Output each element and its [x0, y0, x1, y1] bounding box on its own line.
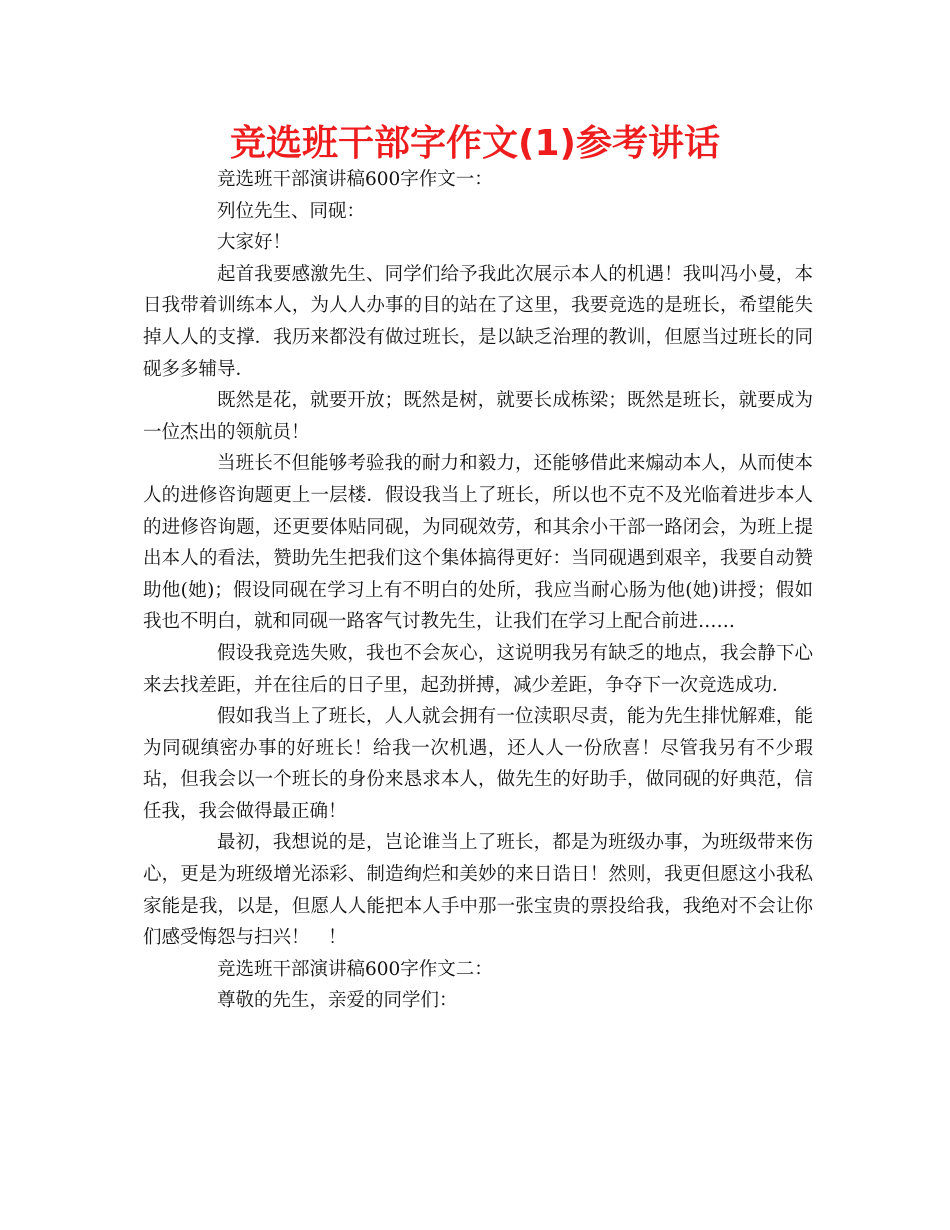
body-paragraph: 大家好！ — [217, 232, 292, 254]
body-paragraph: 当班长不但能够考验我的耐力和毅力，还能够借此来煽动本人，从而使本人的进修咨询题更上一层楼．假设我当上了班长，所以也不克不及光临着进步本人的进修咨询题，还更要体贴同砚，为同砚效劳，和其余小干部一路闭会，为班上提出本人的看法，赞助先生把我们这个集体搞得更好：当同砚遇到艰辛，我要自动赞助他(她)；假设同砚在学习上有不明白的处所，我应当耐心肠为他(她)讲授；假如我也不明白，就和同砚一路客气讨教先生，让我们在学习上配合前进…… — [143, 453, 813, 633]
body-paragraph: 尊敬的先生，亲爱的同学们： — [217, 990, 458, 1012]
body-paragraph: 列位先生、同砚： — [217, 200, 366, 222]
body-paragraph: 最初，我想说的是，岂论谁当上了班长，都是为班级办事，为班级带来伤心，更是为班级增光添彩、制造绚烂和美妙的来日诰日！然则，我更但愿这小我私家能是我，以是，但愿人人能把本人手中那一张宝贵的票投给我，我绝对不会让你们感受悔怨与扫兴！ ！ — [143, 832, 813, 949]
body-paragraph: 假设我竞选失败，我也不会灰心，这说明我另有缺乏的地点，我会静下心来去找差距，并在往后的日子里，起劲拼搏，减少差距，争夺下一次竞选成功． — [143, 642, 813, 696]
body-paragraph: 起首我要感激先生、同学们给予我此次展示本人的机遇！我叫冯小曼，本日我带着训练本人，为人人办事的目的站在了这里，我要竞选的是班长，希望能失掉人人的支撑．我历来都没有做过班长，是以缺乏治理的教训，但愿当过班长的同砚多多辅导． — [143, 263, 813, 380]
body-paragraph: 假如我当上了班长，人人就会拥有一位渎职尽责，能为先生排忧解难，能为同砚缜密办事的好班长！给我一次机遇，还人人一份欣喜！尽管我另有不少瑕玷，但我会以一个班长的身份来恳求本人，做先生的好助手，做同砚的好典范，信任我，我会做得最正确！ — [143, 706, 813, 822]
document-title: 竞选班干部字作文(1)参考讲话 — [230, 123, 720, 164]
body-paragraph: 既然是花，就要开放；既然是树，就要长成栋梁；既然是班长，就要成为一位杰出的领航员！ — [143, 390, 813, 443]
document-body — [143, 164, 813, 1017]
body-paragraph: 竞选班干部演讲稿600字作文一： — [217, 169, 493, 190]
body-paragraph: 竞选班干部演讲稿600字作文二： — [217, 958, 493, 980]
